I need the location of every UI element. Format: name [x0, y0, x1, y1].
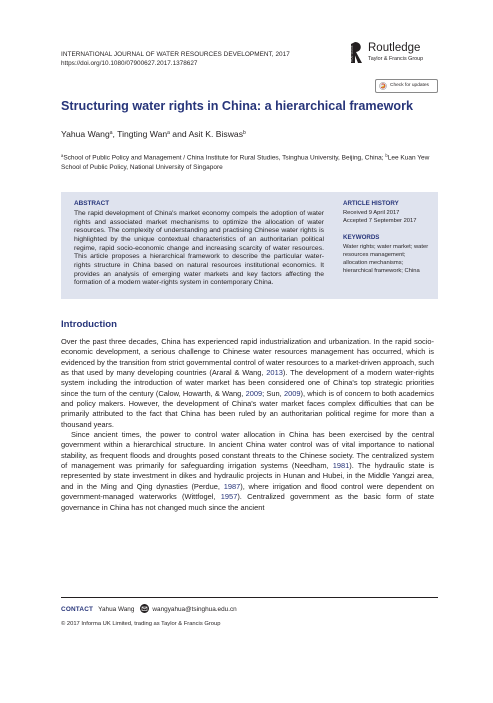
citation-link[interactable]: 1987 — [223, 481, 241, 491]
affiliation-a: School of Public Policy and Management / China Institute for Rural Studies, Tsinghua University, Beijing, China; — [63, 154, 386, 162]
paragraph-text: ), where irrigation and flood control were dependent on government-managed waterworks (Wittfogel, — [61, 481, 434, 502]
paragraph-text: ), which is of concern to both academics and policy makers. However, the development of China's water market faces complex difficulties that can be primarily attributed to the fact that China has been ruled by an authoritarian political regime for more than a thousand years. — [61, 388, 434, 429]
keywords-list: Water rights; water market; water resources management; allocation mechanisms; hierarchical framework; China — [343, 244, 429, 274]
citation-link[interactable]: 2009 — [245, 388, 263, 398]
received-date: Received 9 April 2017 — [343, 210, 400, 216]
author-name: Yahua Wang — [61, 129, 110, 139]
keywords-heading: KEYWORDS — [343, 234, 380, 241]
email-icon — [140, 604, 149, 613]
journal-name: INTERNATIONAL JOURNAL OF WATER RESOURCES DEVELOPMENT, 2017 — [61, 51, 290, 58]
routledge-mark-icon — [348, 41, 364, 65]
author-separator: and — [169, 129, 189, 139]
paragraph-text: ). Centralized government as the basic form of state governance in China has not changed much since the ancient — [61, 492, 434, 512]
citation-link[interactable]: 2009 — [283, 388, 301, 398]
paragraph-text: ). The hydraulic state is represented by state investment in dikes and hydraulic projects in Hunan and Hubei, in the Middle Yangzi area, and in the Ming and Qing dynasties (Perdue, — [61, 461, 434, 491]
author-name: Tingting Wan — [117, 129, 168, 139]
contact-label: CONTACT — [61, 606, 94, 613]
introduction-heading: Introduction — [61, 319, 117, 330]
abstract-text: The rapid development of China's market economy compels the adoption of water rights and associated market mechanisms to optimize the allocation of water resources. The complexity of understanding and practising Chinese water rights is highlighted by the unique contextual characteristics of an authoritarian political regime, rapid socio-economic change and increasing scarcity of water resources. This article proposes a hierarchical framework to describe the particular water-rights structure in China based on natural resources institutional economics. It provides an analysis of emerging water markets and key factors affecting the formation of a modern water-rights system in contemporary China. — [74, 210, 324, 287]
abstract-heading: ABSTRACT — [74, 200, 110, 207]
author-affiliation-marker[interactable]: b — [243, 130, 246, 136]
copyright-notice: © 2017 Informa UK Limited, trading as Taylor & Francis Group — [61, 621, 221, 627]
article-history-heading: ARTICLE HISTORY — [343, 200, 399, 207]
affiliations — [61, 151, 439, 172]
publisher-subtitle: Taylor & Francis Group — [368, 56, 424, 62]
publisher-mark-text: ROUTLEDGE — [350, 45, 354, 62]
introduction-body — [61, 337, 434, 513]
contact-name: Yahua Wang — [98, 606, 135, 613]
contact-email[interactable]: wangyahua@tsinghua.edu.cn — [152, 606, 237, 613]
citation-link[interactable]: 2013 — [266, 368, 283, 378]
author-affiliation-marker[interactable]: a — [109, 130, 113, 136]
update-check-icon — [379, 82, 387, 90]
paragraph — [61, 430, 434, 513]
check-for-updates-button[interactable] — [375, 79, 438, 93]
citation-link[interactable]: 1981 — [332, 461, 350, 471]
paragraph-text: ). The development of a modern water-rights system including the introduction of water market has been considered one of China's top strategic priorities since the turn of the century (Calow, Howarth, & Wang, — [61, 368, 434, 398]
affiliation-b: Lee Kuan Yew School of Public Policy, National University of Singapore — [61, 154, 430, 171]
check-for-updates-label: Check for updates — [390, 83, 429, 88]
paragraph-text: Over the past three decades, China has experienced rapid industrialization and urbanization. In the rapid socio-economic development, a serious challenge to Chinese water resources management has occurred, which is evidenced by the transition from strict governmental control of water resources to a market-driven approach, such as that used by many developing countries (Araral & Wang, — [61, 337, 434, 378]
author-list — [61, 128, 246, 140]
contact-line — [61, 604, 237, 614]
author-affiliation-marker[interactable]: a — [167, 130, 170, 136]
accepted-date: Accepted 7 September 2017 — [343, 218, 417, 224]
doi-link[interactable]: https://doi.org/10.1080/07900627.2017.1378627 — [61, 60, 198, 67]
publisher-name: Routledge — [368, 42, 421, 54]
affiliation-marker: a — [61, 153, 64, 158]
article-title: Structuring water rights in China: a hierarchical framework — [61, 99, 414, 113]
paragraph — [61, 337, 434, 430]
paragraph-text: Since ancient times, the power to control water allocation in China has been exercised by the central government within a hierarchical structure. In ancient China water control was of vital importance to national stability, as frequent floods and droughts posed constant threats to the Chinese society. The centralized system of management was primarily for safeguarding irrigation systems (Needham, — [61, 430, 434, 471]
author-name: Asit K. Biswas — [188, 129, 244, 139]
footer-divider — [61, 597, 438, 598]
publisher-logo — [348, 41, 438, 67]
author-separator: , — [112, 129, 118, 139]
citation-link[interactable]: 1957 — [220, 492, 238, 502]
paragraph-text: ; Sun, — [262, 388, 284, 398]
affiliation-marker: b — [385, 153, 388, 158]
